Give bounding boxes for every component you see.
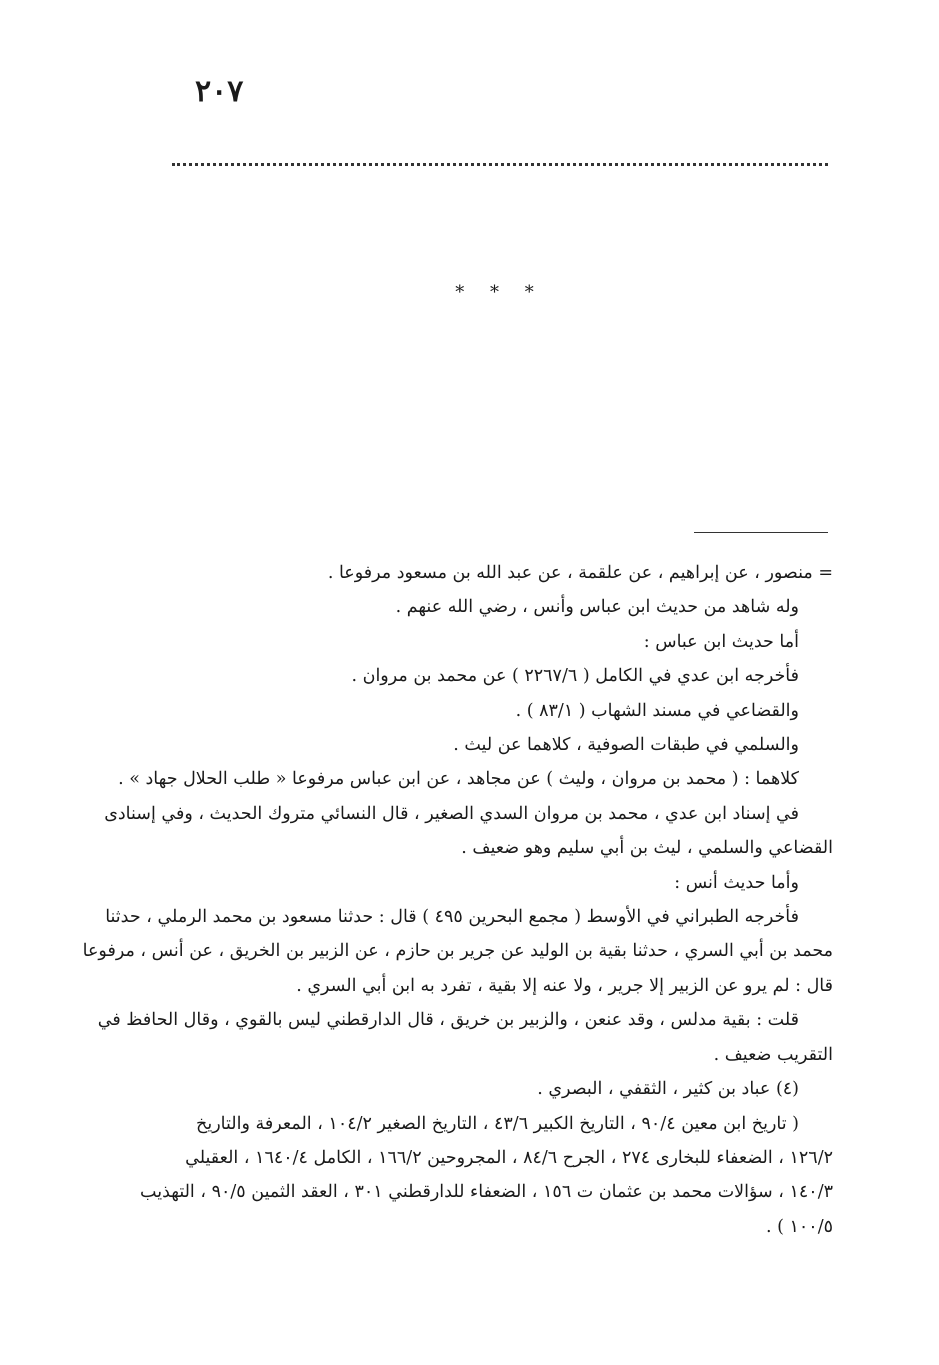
footnote-line: ١٢٦/٢ ، الضعفاء للبخارى ٢٧٤ ، الجرح ٨٤/٦ ، المجروحين ١٦٦/٢ ، الكامل ١٦٤٠/٤ ، العقيلي [185, 1147, 833, 1168]
footnote-line: كلاهما : ( محمد بن مروان ، وليث ) عن مجاهد ، عن ابن عباس مرفوعا « طلب الحلال جهاد » . [118, 769, 799, 790]
footnote-line: وأما حديث أنس : [674, 872, 799, 893]
footnote-line: في إسناد ابن عدي ، محمد بن مروان السدي الصغير ، قال النسائي متروك الحديث ، وفي إسنادى [104, 803, 799, 824]
footnote-line: والقضاعي في مسند الشهاب ( ٨٣/١ ) . [515, 700, 799, 721]
footnote-line: ١٠٠/٥ ) . [765, 1216, 833, 1237]
footnote-line: القضاعي والسلمي ، ليث بن أبي سليم وهو ضعيف . [461, 838, 833, 859]
footnote-line: (٤) عباد بن كثير ، الثقفي ، البصري . [537, 1079, 799, 1100]
footnote-line: ١٤٠/٣ ، سؤالات محمد بن عثمان ت ١٥٦ ، الضعفاء للدارقطني ٣٠١ ، العقد الثمين ٩٠/٥ ، التهذيب [140, 1182, 833, 1203]
footnote-line: التقريب ضعيف . [713, 1044, 833, 1065]
footnote-line: أما حديث ابن عباس : [643, 631, 799, 652]
footnote-line: والسلمي في طبقات الصوفية ، كلاهما عن ليث . [453, 735, 799, 756]
footnotes [82, 556, 833, 1244]
page-number: ٢٠٧ [195, 74, 244, 109]
footnote-divider [694, 532, 828, 533]
footnote-line: فأخرجه الطبراني في الأوسط ( مجمع البحرين ٤٩٥ ) قال : حدثنا مسعود بن محمد الرملي ، حدثنا [105, 907, 799, 928]
footnote-line: = منصور ، عن إبراهيم ، عن علقمة ، عن عبد الله بن مسعود مرفوعا . [327, 563, 833, 583]
footnote-line: قلت : بقية مدلس ، وقد عنعن ، والزبير بن خريق ، قال الدارقطني ليس بالقوي ، وقال الحافظ في [97, 1010, 799, 1031]
dotted-divider [172, 163, 828, 166]
footnote-line: قال : لم يرو عن الزبير إلا جرير ، ولا عنه إلا بقية ، تفرد به ابن أبي السري . [296, 975, 833, 996]
footnote-line: ( تاريخ ابن معين ٩٠/٤ ، التاريخ الكبير ٤٣/٦ ، التاريخ الصغير ١٠٤/٢ ، المعرفة والتاريخ [196, 1113, 799, 1134]
footnote-line: فأخرجه ابن عدي في الكامل ( ٢٢٦٧/٦ ) عن محمد بن مروان . [351, 666, 799, 687]
footnote-line: محمد بن أبي السري ، حدثنا بقية بن الوليد عن جرير بن حازم ، عن الزبير بن الخريق ، عن أنس ، مرفوعا [82, 941, 833, 962]
footnote-line: وله شاهد من حديث ابن عباس وأنس ، رضي الله عنهم . [395, 597, 799, 618]
section-separator: * * * [455, 282, 544, 303]
